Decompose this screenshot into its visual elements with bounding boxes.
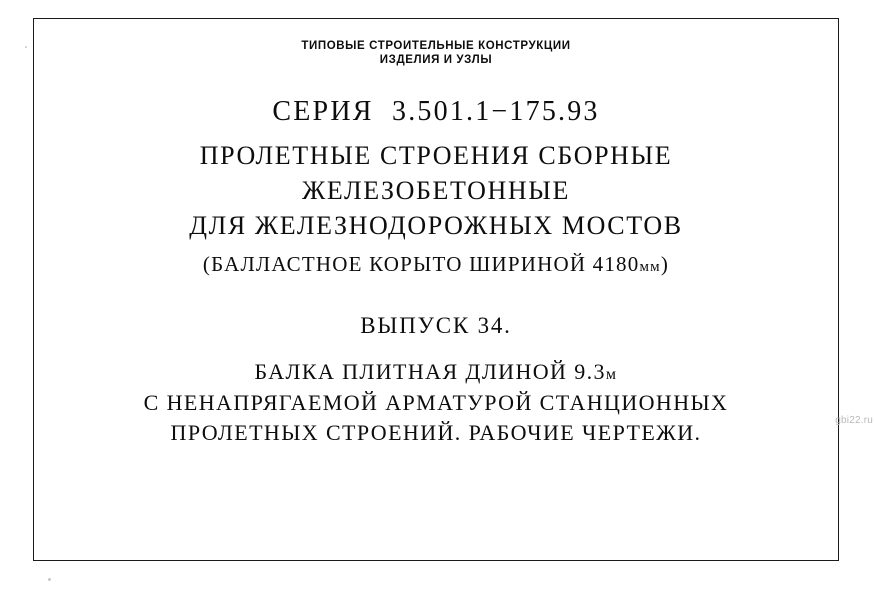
series-number: СЕРИЯ 3.501.1−175.93 (272, 95, 600, 127)
header-block (34, 39, 838, 68)
issue-number: ВЫПУСК 34. (360, 312, 512, 338)
title-line-2: ЖЕЛЕЗОБЕТОННЫЕ (301, 176, 571, 206)
ballast-trough-width (34, 252, 838, 277)
watermark-text: gbi22.ru (835, 415, 873, 426)
subtitle-line-3: ПРОЛЕТНЫХ СТРОЕНИЙ. РАБОЧИЕ ЧЕРТЕЖИ. (170, 420, 702, 446)
subtitle-unit: м (605, 365, 618, 383)
subtitle-main-text: БАЛКА ПЛИТНАЯ ДЛИНОЙ 9.3 (254, 358, 606, 384)
header-line-1: ТИПОВЫЕ СТРОИТЕЛЬНЫЕ КОНСТРУКЦИИ (301, 40, 571, 52)
scan-speckle (48, 578, 51, 581)
title-line-1: ПРОЛЕТНЫЕ СТРОЕНИЯ СБОРНЫЕ (199, 140, 673, 170)
paren-unit: мм (639, 258, 661, 275)
scan-speckle (25, 46, 27, 48)
paren-close: ) (660, 251, 670, 276)
header-line-2: ИЗДЕЛИЯ И УЗЛЫ (379, 54, 493, 67)
paren-main-text: (БАЛЛАСТНОЕ КОРЫТО ШИРИНОЙ 4180 (202, 251, 640, 276)
title-block (34, 19, 838, 449)
title-sheet-frame (33, 18, 839, 561)
title-line-3: ДЛЯ ЖЕЛЕЗНОДОРОЖНЫХ МОСТОВ (189, 211, 683, 241)
subtitle-line-1 (34, 357, 838, 388)
subtitle-line-2: С НЕНАПРЯГАЕМОЙ АРМАТУРОЙ СТАНЦИОННЫХ (143, 389, 729, 415)
